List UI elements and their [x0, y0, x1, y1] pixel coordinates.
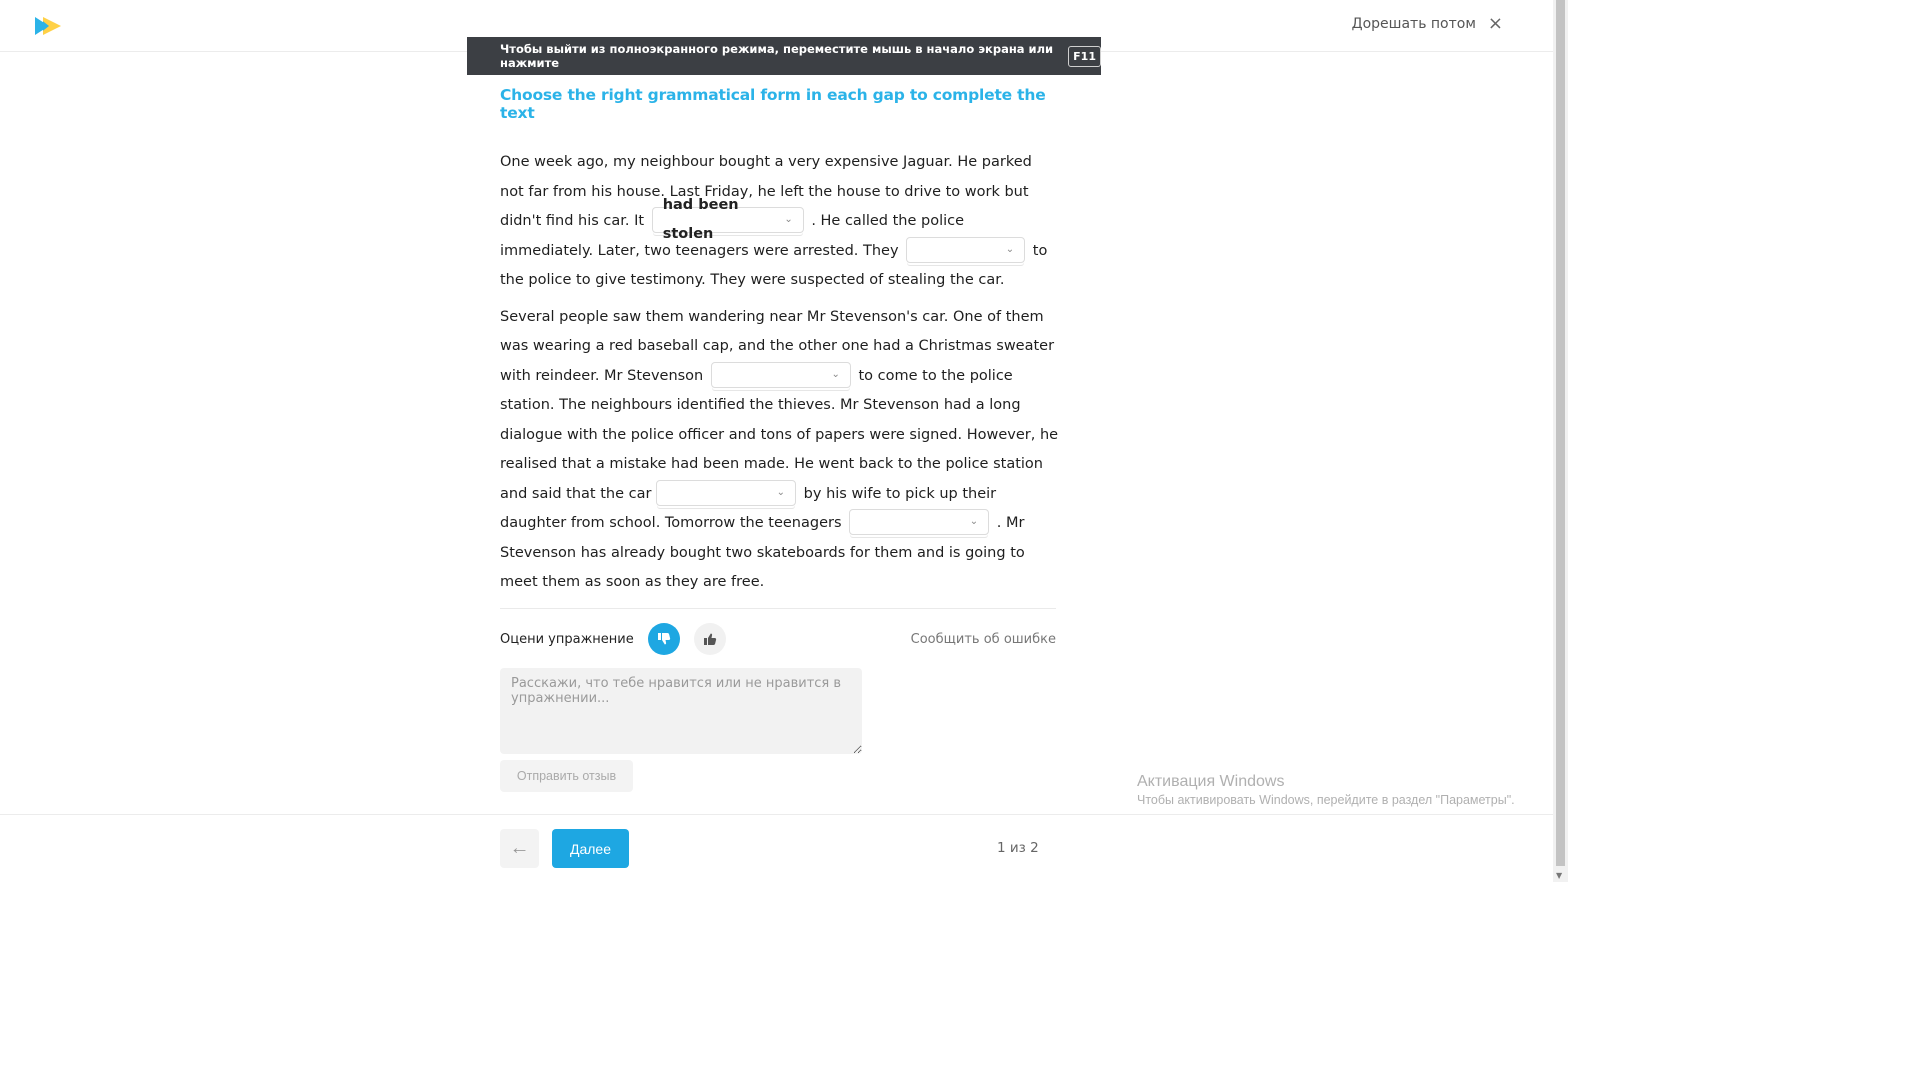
text-segment: . Mr Stevenson has already bought two skateboards for them and is going to meet them as soon as they are free. [500, 515, 1025, 590]
rating-row [500, 622, 1056, 656]
toast-message: Чтобы выйти из полноэкранного режима, переместите мышь в начало экрана или нажмите [500, 42, 1054, 70]
report-error-link[interactable]: Сообщить об ошибке [910, 631, 1056, 647]
gap-select-1[interactable] [652, 196, 804, 242]
scrollbar-thumb[interactable] [1556, 0, 1565, 866]
send-feedback-button[interactable]: Отправить отзыв [500, 760, 633, 792]
paragraph-2 [500, 303, 1060, 598]
solve-later-label: Дорешать потом [1351, 16, 1476, 32]
next-button[interactable]: Далее [552, 829, 629, 868]
logo-icon[interactable] [33, 15, 63, 37]
chevron-down-icon: ⌄ [776, 486, 786, 498]
chevron-down-icon: ⌄ [784, 214, 793, 226]
gap-select-4[interactable] [656, 480, 796, 506]
gap-select-value: had been stolen [662, 196, 739, 242]
text-segment: by his wife to pick up their daughter from school. Tomorrow the teenagers [500, 485, 997, 531]
thumb-up-button[interactable] [694, 623, 726, 655]
exercise-title: Choose the right grammatical form in each gap to complete the text [500, 86, 1046, 122]
thumb-up-icon [702, 631, 718, 647]
scroll-down-icon[interactable]: ▼ [1556, 871, 1563, 880]
thumb-down-button[interactable] [648, 623, 680, 655]
chevron-down-icon: ⌄ [969, 516, 979, 528]
text-segment: Several people saw them wandering near Mr Stevenson's car. One of them was wearing a red baseball cap, and the other one had a Christmas sweater with reindeer. Mr Stevenson [500, 308, 1055, 384]
gap-select-2[interactable] [906, 237, 1025, 263]
fullscreen-toast [467, 37, 1101, 75]
text-segment: One week ago, my neighbour bought a very expensive Jaguar. He parked not far from his house. Last Friday, he left the house to drive to work but didn't find his car. It [500, 154, 1032, 229]
activation-subtitle: Чтобы активировать Windows, перейдите в раздел "Параметры". [1137, 793, 1515, 807]
exercise-content [500, 86, 1060, 605]
thumb-down-icon [656, 631, 672, 647]
close-icon[interactable]: × [1487, 13, 1503, 34]
divider [500, 608, 1056, 609]
f11-key: F11 [1068, 46, 1101, 67]
gap-select-5[interactable] [849, 509, 989, 535]
text-segment: to come to the police station. The neighbours identified the thieves. Mr Stevenson had a long dialogue with the police officer and tons of papers were signed. However, he realised that a mistake had been made. He went back to the police station and said that the car [500, 367, 1059, 502]
text-segment: . He called the police immediately. Later, two teenagers were arrested. They [500, 213, 965, 259]
back-button[interactable] [500, 829, 539, 868]
exercise-text [500, 148, 1060, 598]
solve-later-button[interactable] [1351, 13, 1503, 34]
paragraph-1 [500, 148, 1060, 296]
rating-label: Оцени упражнение [500, 631, 634, 647]
text-segment: to the police to give testimony. They were suspected of stealing the car. [500, 242, 1048, 288]
arrow-left-icon: ← [509, 837, 530, 859]
scrollbar[interactable] [1553, 0, 1568, 882]
page-indicator: 1 из 2 [997, 840, 1039, 856]
activation-title: Активация Windows [1137, 773, 1285, 790]
bottom-bar [0, 814, 1553, 883]
chevron-down-icon: ⌄ [1005, 243, 1015, 255]
feedback-textarea[interactable] [500, 668, 862, 754]
windows-activation-watermark [1137, 773, 1515, 807]
chevron-down-icon: ⌄ [831, 368, 840, 380]
gap-select-3[interactable] [711, 362, 851, 388]
